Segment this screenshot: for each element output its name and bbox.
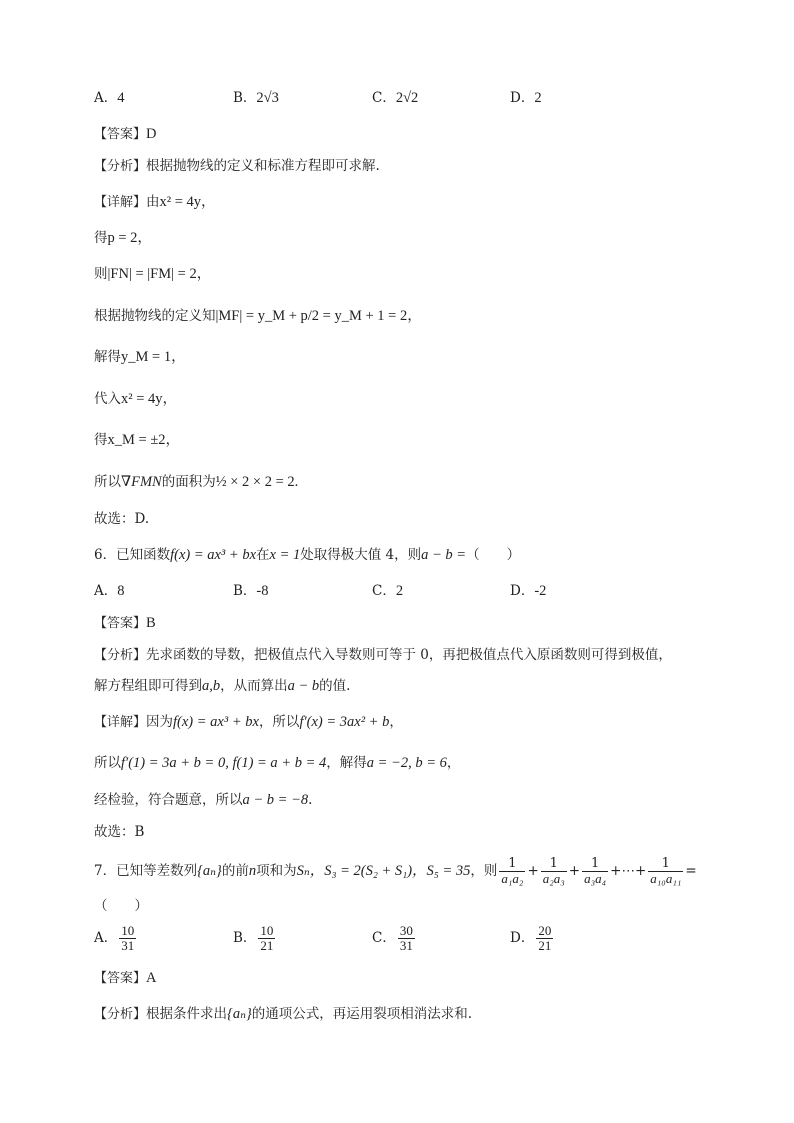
q6-ab: a,b: [202, 678, 221, 694]
q6-a-minus-b: a − b: [287, 678, 320, 694]
q7-paren: （ ）: [94, 898, 148, 914]
q6-option-b: B．-8: [233, 583, 269, 599]
q5-answer: 【答案】D: [94, 126, 157, 142]
q6-solution: a = −2, b = 6: [366, 755, 447, 771]
q6-fx: f(x) = ax³ + bx: [173, 714, 259, 730]
q6-stem-math-3: a − b =: [421, 547, 467, 563]
q7-analysis-seq: {aₙ}: [227, 1006, 252, 1022]
q7-option-b: B． $\frac{10}{21}$: [233, 923, 274, 953]
q7-answer: 【答案】A: [94, 970, 157, 986]
q5-detail-4-math: |MF| = y_M + p/2 = y_M + 1 = 2，: [215, 308, 422, 324]
q7-sum-term-last: $\frac{1}{\text{a₁₀a₁₁}}$: [650, 856, 682, 886]
q6-detail-3: 经检验，符合题意，所以a − b = −8.: [94, 792, 313, 808]
q5-detail-6: 代入x² = 4y，: [94, 391, 178, 407]
q5-detail-3: 则|FN| = |FM| = 2，: [94, 266, 212, 282]
q5-detail-4: 根据抛物线的定义知|MF| = y_M + p/2 = y_M + 1 = 2，: [94, 308, 422, 324]
q5-triangle-fmn: ∇FMN: [121, 474, 162, 490]
q6-conclusion: 故选：B: [94, 824, 145, 840]
q6-stem: 6．已知函数f(x) = ax³ + bx在x = 1处取得极大值 4，则a − b =（ ）: [94, 547, 521, 563]
q5-detail-5-math: y_M = 1，: [121, 349, 186, 365]
q5-detail-8-math: ½ × 2 × 2 = 2.: [215, 474, 299, 490]
q5-option-c: C．2√2: [372, 90, 419, 106]
q6-option-c: C．2: [372, 583, 404, 599]
q7-seq: {aₙ}: [197, 863, 222, 879]
q6-stem-math-2: x = 1: [269, 547, 301, 563]
q5-detail-2-math: p = 2，: [107, 230, 152, 246]
q5-option-d-value: 2: [534, 90, 542, 106]
q5-option-b-value: 2√3: [256, 90, 279, 106]
q5-analysis: 【分析】根据抛物线的定义和标准方程即可求解.: [94, 158, 380, 174]
q5-option-b: B．2√3: [233, 90, 279, 106]
q6-system: f′(1) = 3a + b = 0, f(1) = a + b = 4: [121, 755, 327, 771]
q5-conclusion: 故选：D.: [94, 511, 150, 527]
q7-analysis: 【分析】根据条件求出{aₙ}的通项公式，再运用裂项相消法求和.: [94, 1006, 473, 1022]
q5-option-a-value: 4: [117, 90, 125, 106]
q6-detail-2: 所以f′(1) = 3a + b = 0, f(1) = a + b = 4，解得a = −2, b = 6，: [94, 755, 461, 771]
q6-answer: 【答案】B: [94, 615, 156, 631]
q5-option-c-value: 2√2: [395, 90, 419, 106]
q7-n: n: [248, 863, 257, 879]
q5-detail-1-math: x² = 4y，: [159, 194, 216, 210]
q7-sum-term-2: $\frac{1}{\text{a₂a₃}}$: [542, 856, 565, 886]
q7-sum-term-3: $\frac{1}{\text{a₃a₄}}$: [584, 856, 607, 886]
q5-option-d: D．2: [510, 90, 542, 106]
q7-sum-term-1: $\frac{1}{\text{a₁a₂}}$: [501, 856, 524, 886]
q7-sn: Sₙ，S₃ = 2(S₂ + S₁)，S₅ = 35: [296, 863, 471, 879]
q5-detail-5: 解得y_M = 1，: [94, 349, 186, 365]
q6-analysis-2: 解方程组即可得到a,b，从而算出a − b的值.: [94, 678, 351, 694]
q7-stem: 7．已知等差数列{aₙ}的前n项和为Sₙ，S₃ = 2(S₂ + S₁)，S₅ = 35，则 $\frac{1}{\text{a₁a₂}}$ + $\frac{1}{\text{a₂a₃}}$ + $\frac{1}{\text{a₃a₄}}$ +⋯+ $\frac{1}{\text{a₁₀a₁₁}}$ =: [94, 856, 697, 886]
q5-detail-1: 【详解】由x² = 4y，: [94, 194, 216, 210]
q6-fprime: f′(x) = 3ax² + b: [299, 714, 390, 730]
q7-option-d: D． $\frac{20}{21}$: [510, 923, 552, 953]
q5-detail-7: 得x_M = ±2，: [94, 432, 181, 448]
q6-analysis-1: 【分析】先求函数的导数，把极值点代入导数则可等于 0，再把极值点代入原函数则可得到极值，: [94, 647, 672, 663]
q6-option-a: A．8: [94, 583, 125, 599]
q5-detail-2: 得p = 2，: [94, 230, 152, 246]
q6-detail-1: 【详解】因为f(x) = ax³ + bx，所以f′(x) = 3ax² + b，: [94, 714, 403, 730]
q5-detail-6-math: x² = 4y，: [121, 391, 178, 407]
q6-result: a − b = −8: [242, 792, 309, 808]
q5-detail-7-math: x_M = ±2，: [107, 432, 181, 448]
q5-detail-3-math: |FN| = |FM| = 2，: [107, 266, 212, 282]
q7-option-a: A． $\frac{10}{31}$: [94, 923, 135, 953]
q6-stem-math-1: f(x) = ax³ + bx: [170, 547, 257, 563]
q5-option-a: A．4: [94, 90, 125, 106]
q5-detail-8: 所以∇FMN的面积为½ × 2 × 2 = 2.: [94, 474, 299, 490]
q6-option-d: D．-2: [510, 583, 547, 599]
q7-option-c: C． $\frac{30}{31}$: [372, 923, 413, 953]
